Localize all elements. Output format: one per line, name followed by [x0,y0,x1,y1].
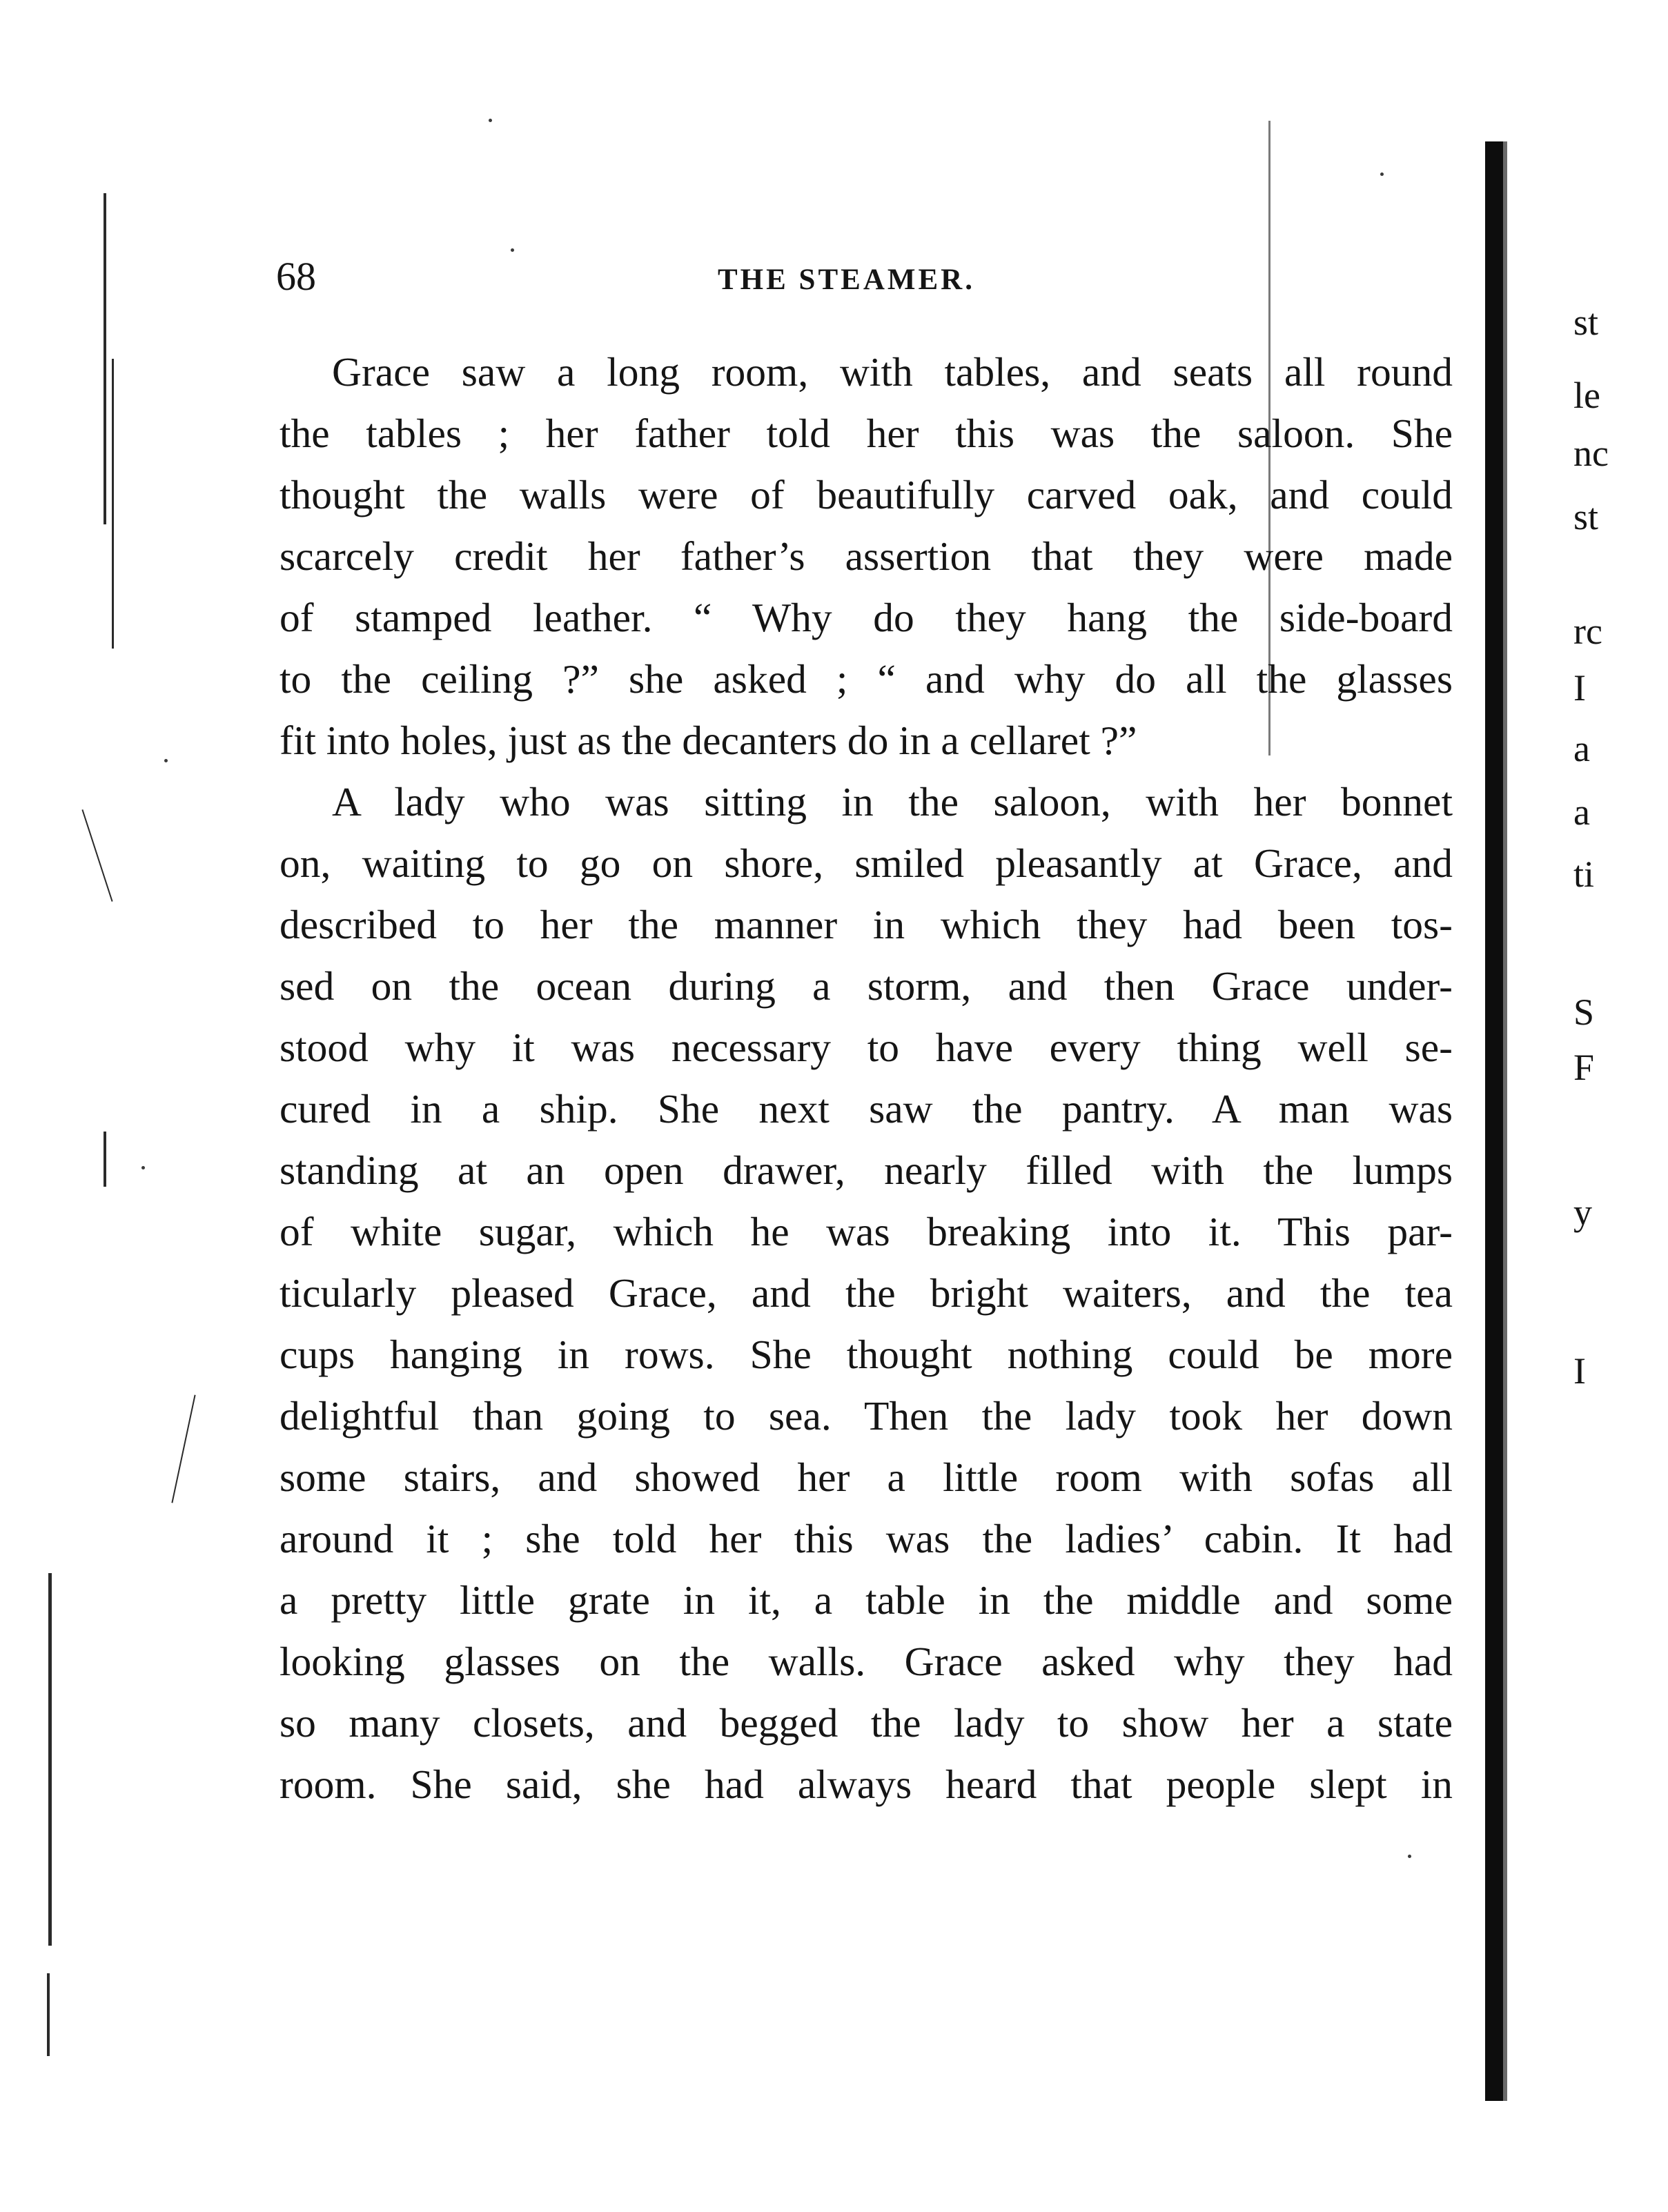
binding-mark [171,1395,195,1503]
page-number: 68 [276,254,316,299]
text-line: of stamped leather. “ Why do they hang the side-board [279,595,1453,640]
binding-mark [48,1573,52,1946]
scan-speck [1408,1855,1411,1858]
binding-mark [104,193,106,524]
text-line: stood why it was necessary to have every thing well se- [279,1025,1453,1070]
text-line: delightful than going to sea. Then the lady took her down [279,1393,1453,1439]
fragment: ti [1573,853,1595,895]
text-line: standing at an open drawer, nearly filled with the lumps [279,1147,1453,1193]
text-line: of white sugar, which he was breaking into it. This par- [279,1209,1453,1254]
fragment: y [1573,1192,1592,1233]
text-line: described to her the manner in which they had been tos- [279,902,1453,947]
text-line: room. She said, she had always heard that people slept in [279,1761,1453,1807]
scan-speck [511,248,514,252]
text-line: fit into holes, just as the decanters do in a cellaret ?” [279,718,1137,763]
fragment: st [1573,496,1599,537]
binding-mark [104,1132,106,1187]
binding-mark [81,809,112,902]
fragment: le [1573,375,1600,416]
text-line: thought the walls were of beautifully carved oak, and could [279,472,1453,517]
text-line: around it ; she told her this was the ladies’ cabin. It had [279,1516,1453,1561]
gutter-edge [1503,141,1507,2101]
text-line: cured in a ship. She next saw the pantry. A man was [279,1086,1453,1132]
binding-mark [47,1973,50,2056]
text-line: scarcely credit her father’s assertion that they were made [279,533,1453,579]
scan-speck [141,1166,145,1169]
fragment: I [1573,1350,1586,1392]
body-text [279,342,1453,1815]
text-line: to the ceiling ?” she asked ; “ and why do all the glasses [279,656,1453,702]
text-line: on, waiting to go on shore, smiled pleasantly at Grace, and [279,840,1453,886]
fragment: I [1573,667,1586,709]
text-line: looking glasses on the walls. Grace asked why they had [279,1639,1453,1684]
text-line: sed on the ocean during a storm, and then Grace under- [279,963,1453,1009]
text-line: ticularly pleased Grace, and the bright waiters, and the tea [279,1270,1453,1316]
text-line: cups hanging in rows. She thought nothing could be more [279,1332,1453,1377]
binding-mark [112,359,114,649]
fragment: rc [1573,611,1602,652]
scan-speck [164,759,168,762]
fragment: a [1573,728,1590,769]
scan-speck [1380,172,1384,176]
gutter-shadow [1485,141,1503,2101]
text-line: some stairs, and showed her a little room with sofas all [279,1454,1453,1500]
fragment: a [1573,791,1590,833]
text-line: Grace saw a long room, with tables, and seats all round [332,349,1453,395]
fragment: S [1573,991,1595,1033]
running-head: THE STEAMER. [718,264,975,296]
scan-speck [489,119,492,122]
fragment: st [1573,302,1599,343]
fragment: F [1573,1047,1595,1088]
fragment: nc [1573,433,1609,474]
text-line: so many closets, and begged the lady to show her a state [279,1700,1453,1746]
text-line: A lady who was sitting in the saloon, with her bonnet [332,779,1453,824]
text-line: a pretty little grate in it, a table in the middle and some [279,1577,1453,1623]
text-line: the tables ; her father told her this was the saloon. She [279,411,1453,456]
